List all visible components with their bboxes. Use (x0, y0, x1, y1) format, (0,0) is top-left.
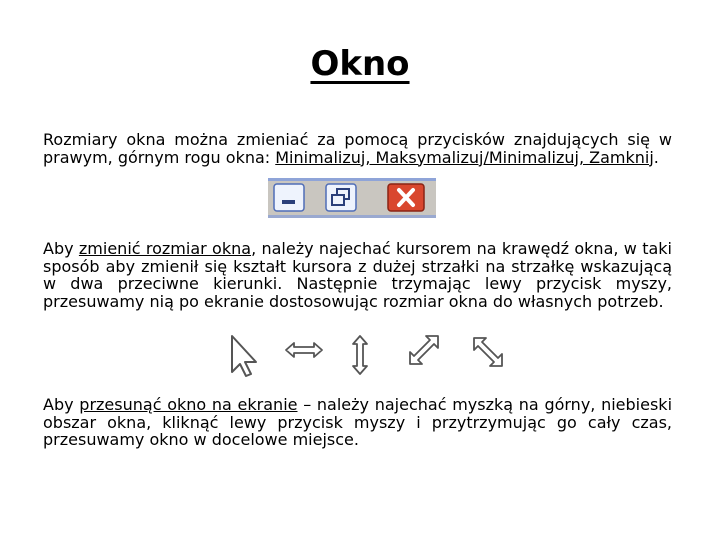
minimize-icon[interactable] (274, 184, 304, 211)
move-window-link[interactable]: przesunąć okno na ekranie (79, 395, 298, 414)
window-control-buttons (268, 178, 436, 218)
restore-icon[interactable] (326, 184, 356, 211)
vertical-resize-cursor-icon (353, 336, 367, 374)
diagonal-resize-ne-cursor-icon (410, 336, 438, 364)
resize-window-link[interactable]: zmienić rozmiar okna (78, 239, 252, 258)
window-buttons-link[interactable]: Minimalizuj, Maksymalizuj/Minimalizuj, Zamknij (275, 147, 654, 167)
horizontal-resize-cursor-icon (286, 343, 322, 357)
page-title: Okno (310, 44, 410, 84)
arrow-cursor-icon (232, 336, 256, 376)
paragraph-window-buttons: Rozmiary okna można zmieniać za pomocą przycisków znajdujących się w prawym, górnym rogu okna: Minimalizuj, Maksymalizuj/Minimalizuj, Zamknij. (43, 130, 672, 167)
diagonal-resize-nw-cursor-icon (474, 338, 502, 366)
close-icon[interactable] (388, 184, 424, 211)
paragraph-move: Aby przesunąć okno na ekranie – należy najechać myszką na górny, niebieski obszar okna, kliknąć lewy przycisk myszy i przytrzymując go cały czas, przesuwamy okno w docelowe miejsce. (43, 395, 673, 449)
paragraph-resize: Aby zmienić rozmiar okna, należy najechać kursorem na krawędź okna, w taki sposób aby zmienił się kształt kursora z dużej strzałki na strzałkę wskazującą w dwa przeciwne kierunki. Następnie trzymając lewy przycisk myszy, przesuwamy nią po ekranie dostosowując rozmiar okna do własnych potrzeb. (43, 239, 673, 311)
cursor-icons (222, 330, 512, 378)
